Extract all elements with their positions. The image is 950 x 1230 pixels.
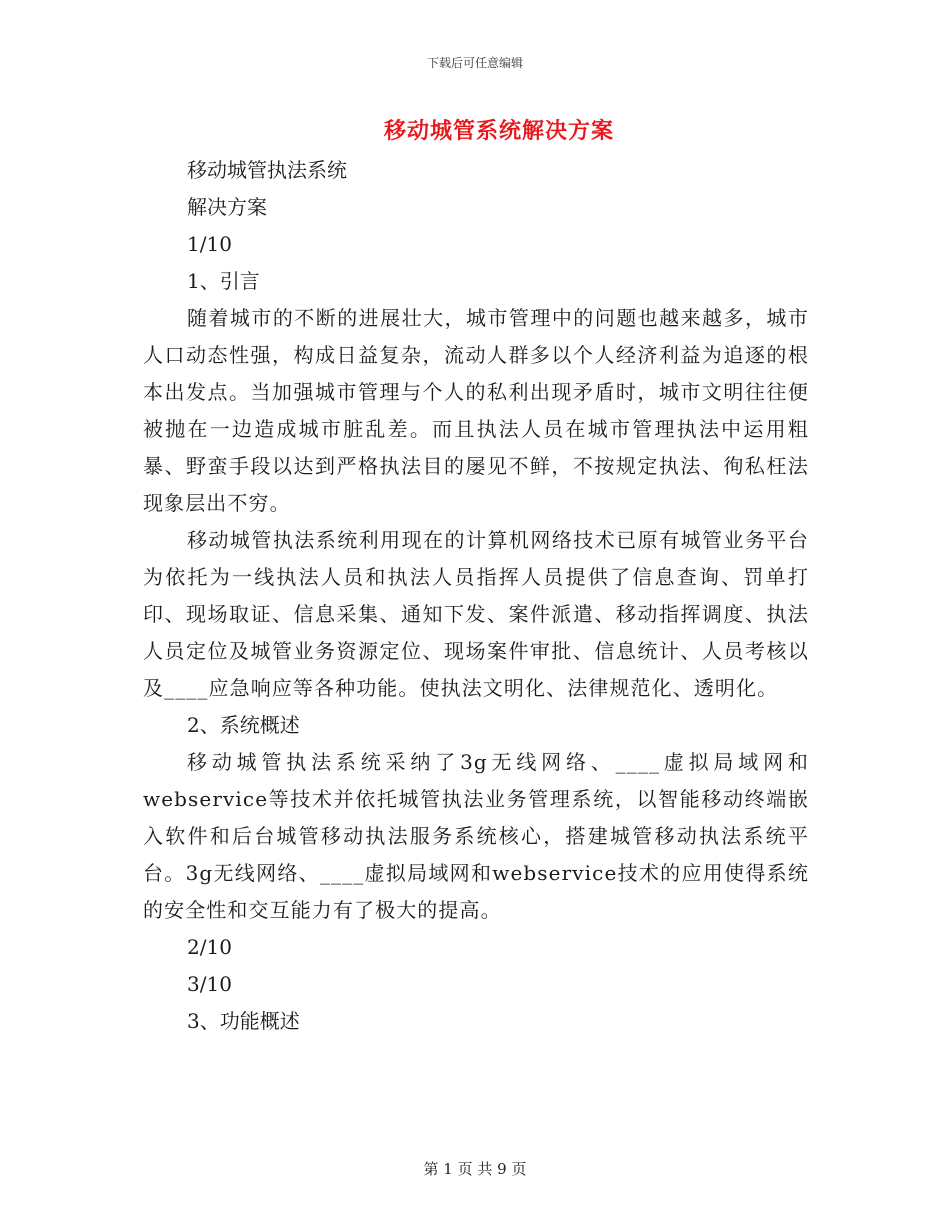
- section-2-heading: 2、系统概述: [187, 713, 300, 737]
- document-body: [143, 152, 809, 1040]
- subtitle-line-2: 解决方案: [187, 195, 267, 219]
- section-1-paragraph-2: 移动城管执法系统利用现在的计算机网络技术已原有城管业务平台为依托为一线执法人员和执法人员指挥人员提供了信息查询、罚单打印、现场取证、信息采集、通知下发、案件派遣、移动指挥调度、执法人员定位及城管业务资源定位、现场案件审批、信息统计、人员考核以及____应急响应等各种功能。使执法文明化、法律规范化、透明化。: [143, 528, 809, 700]
- page-marker-1: 1/10: [187, 232, 232, 256]
- section-3-heading: 3、功能概述: [187, 1009, 300, 1033]
- section-1-paragraph-1: 随着城市的不断的进展壮大，城市管理中的问题也越来越多，城市人口动态性强，构成日益复杂，流动人群多以个人经济利益为追逐的根本出发点。当加强城市管理与个人的私利出现矛盾时，城市文明往往便被抛在一边造成城市脏乱差。而且执法人员在城市管理执法中运用粗暴、野蛮手段以达到严格执法目的屡见不鲜，不按规定执法、徇私枉法现象层出不穷。: [143, 306, 809, 515]
- document-title: 移动城管系统解决方案: [383, 118, 614, 144]
- section-1-heading: 1、引言: [187, 269, 260, 293]
- header-note: 下载后可任意编辑: [426, 56, 523, 70]
- page-marker-3: 3/10: [187, 972, 232, 996]
- section-2-paragraph-1: 移动城管执法系统采纳了3g无线网络、____虚拟局域网和webservice等技术并依托城管执法业务管理系统，以智能移动终端嵌入软件和后台城管移动执法服务系统核心，搭建城管移动执法系统平台。3g无线网络、____虚拟局域网和webservice技术的应用使得系统的安全性和交互能力有了极大的提高。: [143, 750, 809, 922]
- subtitle-line-1: 移动城管执法系统: [187, 158, 347, 182]
- page-footer: 第 1 页 共 9 页: [423, 1160, 527, 1178]
- page-marker-2: 2/10: [187, 935, 232, 959]
